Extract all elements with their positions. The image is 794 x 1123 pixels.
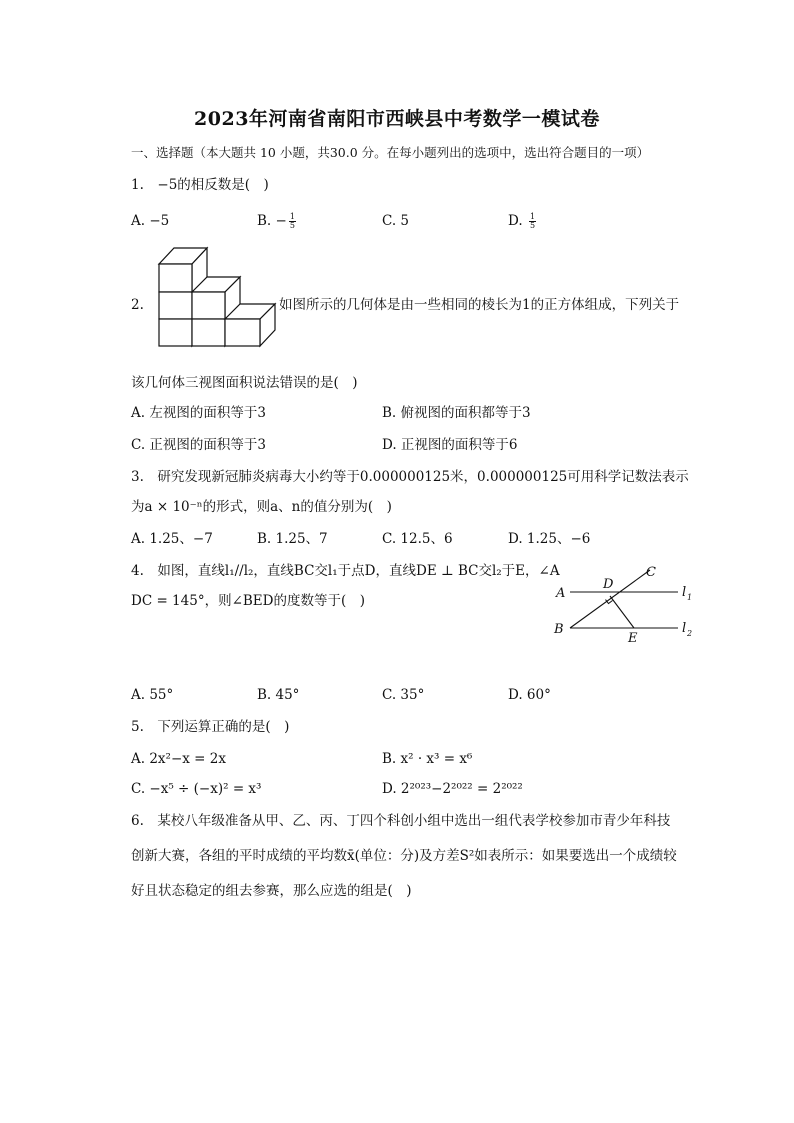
q3-option-d: D. 1.25、−6: [508, 531, 591, 547]
q6-stem-line1: 6. 某校八年级准备从甲、乙、丙、丁四个科创小组中选出一组代表学校参加市青少年科技: [131, 813, 671, 829]
q3-option-c: C. 12.5、6: [382, 531, 453, 547]
label-l1-sub: 1: [687, 593, 693, 602]
q4-option-b: B. 45°: [257, 687, 300, 703]
cube-front-face: [159, 264, 192, 292]
q5-option-b: B. x² · x³ = x⁶: [382, 751, 473, 767]
q1-b-numerator: 1: [289, 212, 295, 221]
q1-b-denominator: 5: [289, 221, 295, 230]
q1-option-b-prefix: B. −: [257, 213, 287, 229]
cube-front-face: [192, 292, 225, 319]
section-heading: 一、选择题（本大题共 10 小题，共30.0 分。在每小题列出的选项中，选出符合题目的一项）: [131, 145, 650, 160]
line-de: [610, 596, 634, 628]
label-l1: l: [682, 585, 687, 600]
label-b: B: [554, 622, 564, 637]
q5-option-a: A. 2x²−x = 2x: [131, 751, 226, 767]
q6-stem-line3: 好且状态稳定的组去参赛，那么应选的组是( ): [131, 883, 412, 899]
label-l2-sub: 2: [687, 629, 693, 638]
q1-option-c: C. 5: [382, 213, 410, 229]
q1-option-d: [508, 212, 536, 230]
q3-stem-line1: 3. 研究发现新冠肺炎病毒大小约等于0.000000125米，0.000000125可用科学记数法表示: [131, 469, 689, 485]
label-l2: l: [682, 621, 687, 636]
q4-stem-line2: DC = 145°，则∠BED的度数等于( ): [131, 593, 366, 609]
q4-option-a: A. 55°: [131, 687, 174, 703]
q3-option-b: B. 1.25、7: [257, 531, 328, 547]
label-c: C: [646, 565, 656, 580]
q2-option-a: A. 左视图的面积等于3: [131, 405, 266, 421]
q5-option-c: C. −x⁵ ÷ (−x)² = x³: [131, 781, 262, 797]
q1-option-d-prefix: D.: [508, 213, 527, 229]
q1-stem: 1. −5的相反数是( ): [131, 177, 269, 193]
q5-option-d: D. 2²⁰²³−2²⁰²² = 2²⁰²²: [382, 781, 523, 797]
q2-option-d: D. 正视图的面积等于6: [382, 437, 518, 453]
q2-option-c: C. 正视图的面积等于3: [131, 437, 267, 453]
cube-front-face: [225, 319, 260, 346]
q5-stem: 5. 下列运算正确的是( ): [131, 719, 290, 735]
q1-option-b: [257, 212, 296, 230]
q1-option-b-fraction: [289, 213, 296, 230]
cube-stack-figure: [156, 244, 280, 364]
page-title: 2023年河南省南阳市西峡县中考数学一模试卷: [194, 108, 600, 130]
q1-option-a: A. −5: [131, 213, 170, 229]
q3-option-a: A. 1.25、−7: [131, 531, 213, 547]
cube-front-face: [159, 319, 192, 346]
q2-number: 2.: [131, 297, 144, 313]
q1-d-denominator: 5: [529, 221, 536, 230]
q3-stem-line2: 为a × 10⁻ⁿ的形式，则a、n的值分别为( ): [131, 499, 392, 515]
q6-stem-line2: 创新大赛，各组的平时成绩的平均数x̄(单位：分)及方差S²如表所示：如果要选出一个成绩较: [131, 848, 677, 864]
q2-stem-line1: 如图所示的几何体是由一些相同的棱长为1的正方体组成，下列关于: [279, 297, 680, 313]
q4-option-d: D. 60°: [508, 687, 551, 703]
parallel-lines-figure: [550, 560, 698, 650]
q2-option-b: B. 俯视图的面积都等于3: [382, 405, 531, 421]
label-e: E: [628, 631, 638, 646]
cube-front-face: [159, 292, 192, 319]
cube-front-face: [192, 319, 225, 346]
label-a: A: [556, 586, 566, 601]
label-d: D: [603, 577, 614, 592]
q4-option-c: C. 35°: [382, 687, 425, 703]
q2-stem-line2: 该几何体三视图面积说法错误的是( ): [131, 375, 358, 391]
q4-stem-line1: 4. 如图，直线l₁//l₂，直线BC交l₁于点D，直线DE ⊥ BC交l₂于E，∠A: [131, 563, 560, 579]
q1-d-numerator: 1: [529, 212, 536, 221]
q1-option-d-fraction: [529, 213, 536, 230]
